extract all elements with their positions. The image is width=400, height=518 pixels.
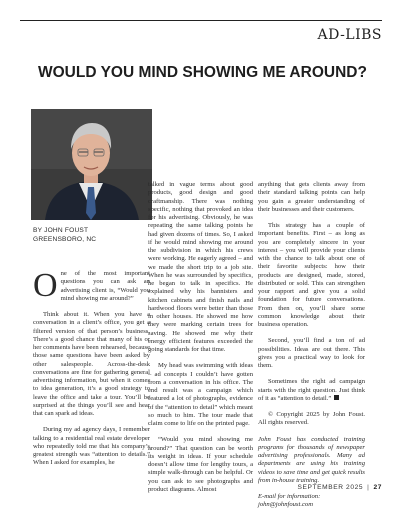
body-paragraph: My head was swimming with ideas – ad concepts I couldn’t have gotten from a conversation in his office. The end result was a campaign which featured a lot of photographs, evidence of the “attention to detail” which meant so much to him. The tour made that claim come to life on the printed page. bbox=[148, 362, 253, 427]
footer-separator: | bbox=[367, 484, 370, 491]
byline-location: GREENSBORO, NC bbox=[33, 236, 97, 243]
closing-text: Sometimes the right ad campaign starts with the right question. Just think of it as “attention to detail.” bbox=[258, 378, 365, 402]
article-column-2 bbox=[148, 181, 253, 502]
byline bbox=[33, 226, 96, 244]
body-paragraph: Think about it. When you have a conversation in a client’s office, you get a filtered version of that person’s business. There’s a good chance that many of his or her comments have been rehearsed, because those same questions have been asked by other salespeople. Across-the-desk conversations are fine for gathering general advertising information, but when it comes to idea generation, it’s a good strategy to leave the office and take a tour. You’ll be surprised at the things you’ll see and hear that can spark ad ideas. bbox=[33, 311, 150, 417]
copyright-notice: © Copyright 2025 by John Foust. All rights reserved. bbox=[258, 411, 365, 427]
article-headline: WOULD YOU MIND SHOWING ME AROUND? bbox=[38, 64, 367, 81]
page-footer bbox=[298, 484, 382, 491]
body-paragraph: This strategy has a couple of important benefits. First – as long as you are completely sincere in your interest – you will provide your clients with the chance to talk about one of their favorite subjects: how their products are designed, made, stored, distributed or sold. This can strengthen your rapport and give you a solid foundation for future conversations. From then on, you’ll share some common knowledge about their business operation. bbox=[258, 222, 365, 328]
body-paragraph: Second, you’ll find a ton of ad possibilities. Ideas are out there. This gives you a practical way to look for them. bbox=[258, 337, 365, 369]
author-bio: John Foust has conducted training programs for thousands of newspaper advertising professionals. Many ad departments are using his training videos to save time and get quick results from in-house training. bbox=[258, 435, 365, 484]
body-paragraph: During my ad agency days, I remember talking to a residential real estate developer who repeatedly told me that his company’s greatest strength was “attention to details.” When I asked for examples, he bbox=[33, 426, 150, 467]
body-paragraph: anything that gets clients away from their standard talking points can help you gain a greater understanding of their businesses and their customers. bbox=[258, 181, 365, 213]
article-column-1 bbox=[33, 267, 150, 476]
byline-author: BY JOHN FOUST bbox=[33, 227, 89, 234]
issue-date: SEPTEMBER 2025 bbox=[297, 484, 364, 491]
intro-text: ne of the most important questions you can ask an advertising client is, “Would you mind showing me around?” bbox=[60, 270, 150, 302]
author-photo bbox=[31, 109, 152, 220]
page-number: 27 bbox=[373, 484, 382, 491]
intro-paragraph bbox=[33, 267, 150, 304]
contact-info bbox=[258, 493, 365, 510]
drop-cap: O bbox=[33, 267, 58, 304]
section-label: AD-LIBS bbox=[317, 27, 382, 43]
body-paragraph: talked in vague terms about good products, good design and good craftmanship. There was nothing specific, nothing that provoked an idea for his advertising. Obviously, he was repeating the same talking points he had given dozens of times. So, I asked if he would mind showing me around the subdivision in which his crews were working. He eagerly agreed – and we made the short trip to a job site. When he was surrounded by specifics, he began to talk in specifics. He explained why his bannisters and kitchen cabinets and finish nails and hardwood floors were better than those in other houses. He showed me how they were marking certain trees for saving. He showed me why their energy efficient features exceeded the going standards for that time. bbox=[148, 181, 253, 353]
end-mark-icon bbox=[334, 395, 339, 400]
contact-email: john@johnfoust.com bbox=[258, 501, 313, 509]
body-paragraph: “Would you mind showing me around?” That question can be worth its weight in ideas. If your schedule doesn’t allow time for lengthy tours, a simple walk-through can be helpful. Or you can ask to see photographs and product diagrams. Almost bbox=[148, 436, 253, 493]
article-column-3 bbox=[258, 181, 365, 518]
header-rule bbox=[20, 20, 382, 21]
closing-paragraph bbox=[258, 378, 365, 403]
contact-label: E-mail for information: bbox=[258, 493, 321, 500]
